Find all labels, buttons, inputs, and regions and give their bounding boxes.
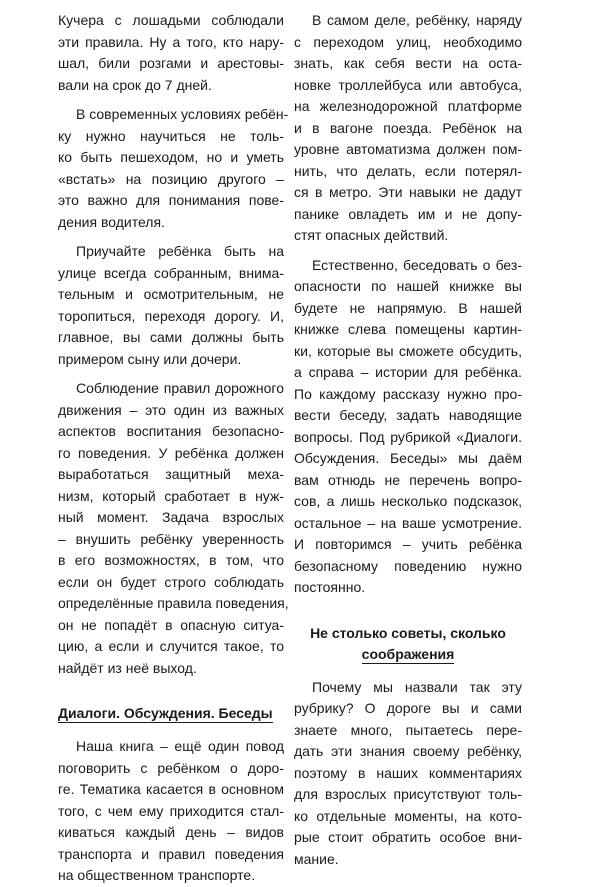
text-line: постоянно.: [294, 579, 366, 595]
text-line: для взрослых присутствуют толь-: [294, 786, 522, 802]
section-heading-text: Диалоги. Обсуждения. Беседы: [58, 705, 273, 721]
text-line: рубрику? О дороге вы и сами: [294, 700, 522, 716]
paragraph: [58, 378, 289, 679]
text-line: тельным и осмотрительным, не: [58, 286, 284, 302]
text-line: определённые правила поведения,: [58, 595, 289, 611]
text-line: знать, как себя вести на оста-: [294, 55, 522, 71]
paragraph: [58, 10, 284, 96]
text-line: – внушить ребёнку уверенность: [58, 530, 284, 547]
text-line: выработаться защитный меха-: [58, 466, 284, 482]
paragraph: [58, 104, 289, 233]
text-line: Обсуждения. Беседы» мы даём: [294, 450, 522, 466]
text-line: вопросы. Под рубрикой «Диалоги.: [294, 428, 522, 445]
text-line: новке троллейбуса или автобуса,: [294, 76, 522, 93]
text-line: ко отдельные моменты, на кото-: [294, 807, 522, 824]
text-line: транспорта и правил поведения: [58, 845, 284, 862]
text-line: уровне автоматизма должен пом-: [294, 141, 522, 157]
text-line: ся в метро. Эти навыки не дадут: [294, 184, 522, 200]
text-line: книжке слева помещены картин-: [294, 321, 522, 337]
paragraph: [294, 255, 522, 599]
text-line: го поведения. У ребёнка должен: [58, 444, 284, 461]
text-line: В современных условиях ребён-: [76, 106, 289, 122]
text-line: сов, а лишь несколько подсказок,: [294, 493, 522, 509]
text-line: найдёт из неё выход.: [58, 659, 197, 676]
text-line: он не попадёт в опасную ситуа-: [58, 616, 284, 633]
paragraph: [294, 677, 522, 871]
text-line: будете не напрямую. В нашей: [294, 299, 522, 316]
text-line: на железнодорожной платформе: [294, 98, 522, 114]
text-line: это важно для понимания пове-: [58, 192, 284, 208]
text-line: дения водителя.: [58, 213, 165, 230]
section-heading: [294, 623, 522, 665]
text-line: вам отнюдь не перечень вопро-: [294, 471, 522, 488]
text-line: опасности по нашей книжке вы: [294, 278, 522, 294]
text-line: эти правила. Ну а того, кто нару-: [58, 33, 284, 50]
text-line: аспектов воспитания безопасно-: [58, 423, 284, 439]
right-column: [294, 10, 522, 870]
text-line: дать эти знания своему ребёнку,: [294, 743, 522, 759]
paragraph: [294, 10, 522, 247]
text-line: тoропиться, переходя дорогу. И,: [58, 307, 284, 324]
text-line: Соблюдение правил дорожного: [76, 380, 284, 396]
text-line: ки, которые вы сможете обсудить,: [294, 342, 522, 359]
text-line: Приучайте ребёнка быть на: [76, 243, 284, 259]
text-line: улице всегда собранным, внима-: [58, 264, 284, 281]
text-line: ку нужно научиться не толь-: [58, 127, 284, 144]
text-line: а справа – истории для ребёнка.: [294, 364, 522, 380]
text-line: в его возможностях, в том, что: [58, 552, 284, 568]
text-line: «встать» на позицию другого –: [58, 170, 284, 187]
text-line: остальное – на ваше усмотрение.: [294, 514, 522, 531]
text-line: поэтому в наших комментариях: [294, 764, 522, 781]
text-line: если он будет строго соблюдать: [58, 573, 284, 590]
text-line: Наша книга – ещё один повод: [76, 738, 284, 754]
text-line: вали на срок до 7 дней.: [58, 76, 212, 93]
text-line: Кучера с лошадьми соблюдали: [58, 12, 284, 28]
text-line: Почему мы назвали так эту: [312, 678, 522, 695]
text-line: вести беседу, задать наводящие: [294, 407, 522, 423]
text-line: рые стоит обратить особое вни-: [294, 829, 522, 845]
text-line: ный момент. Задача взрослых: [58, 509, 284, 525]
text-line: мание.: [294, 850, 339, 867]
left-column: [58, 10, 289, 887]
text-line: знаете много, пытаетесь пере-: [294, 721, 522, 738]
text-line: По каждому рассказу нужно про-: [294, 385, 522, 402]
text-line: нить, что делать, если потерял-: [294, 162, 522, 179]
text-line: стят опасных действий.: [294, 227, 449, 243]
text-line: ге. Тематика касается в основном: [58, 781, 284, 797]
text-line: на общественном транспорте.: [58, 867, 256, 883]
section-heading-line-1: Не столько советы, сколько: [310, 624, 506, 641]
text-line: цию, а если и случится такое, то: [58, 638, 284, 654]
text-line: В самом деле, ребёнку, наряду: [312, 12, 522, 28]
text-line: Естественно, беседовать о без-: [312, 256, 522, 273]
text-line: с переходом улиц, необходимо: [294, 33, 522, 50]
text-line: и в вагоне поезда. Ребёнок на: [294, 119, 522, 136]
paragraph: [58, 241, 284, 370]
text-line: киваться каждый день – видов: [58, 824, 284, 840]
text-line: ко быть пешеходом, но и уметь: [58, 149, 284, 165]
text-line: панике овладеть им и не допу-: [294, 205, 522, 222]
paragraph: [58, 736, 284, 887]
text-line: движения – это один из важных: [58, 401, 284, 418]
text-line: примером сыну или дочери.: [58, 350, 242, 367]
text-line: шал, били розгами и арестовы-: [58, 55, 284, 71]
section-heading-line-2: соображения: [361, 645, 455, 662]
text-line: низм, который сработает в нуж-: [58, 487, 284, 504]
text-line: безопасному поведению нужно: [294, 557, 522, 574]
section-heading: [58, 703, 284, 724]
text-line: того, с чем ему приходится стал-: [58, 802, 284, 819]
text-line: И повторимся – учить ребёнка: [294, 536, 522, 552]
text-line: поговорить с ребёнком о доро-: [58, 759, 284, 776]
text-line: главное, вы сами должны быть: [58, 329, 284, 345]
